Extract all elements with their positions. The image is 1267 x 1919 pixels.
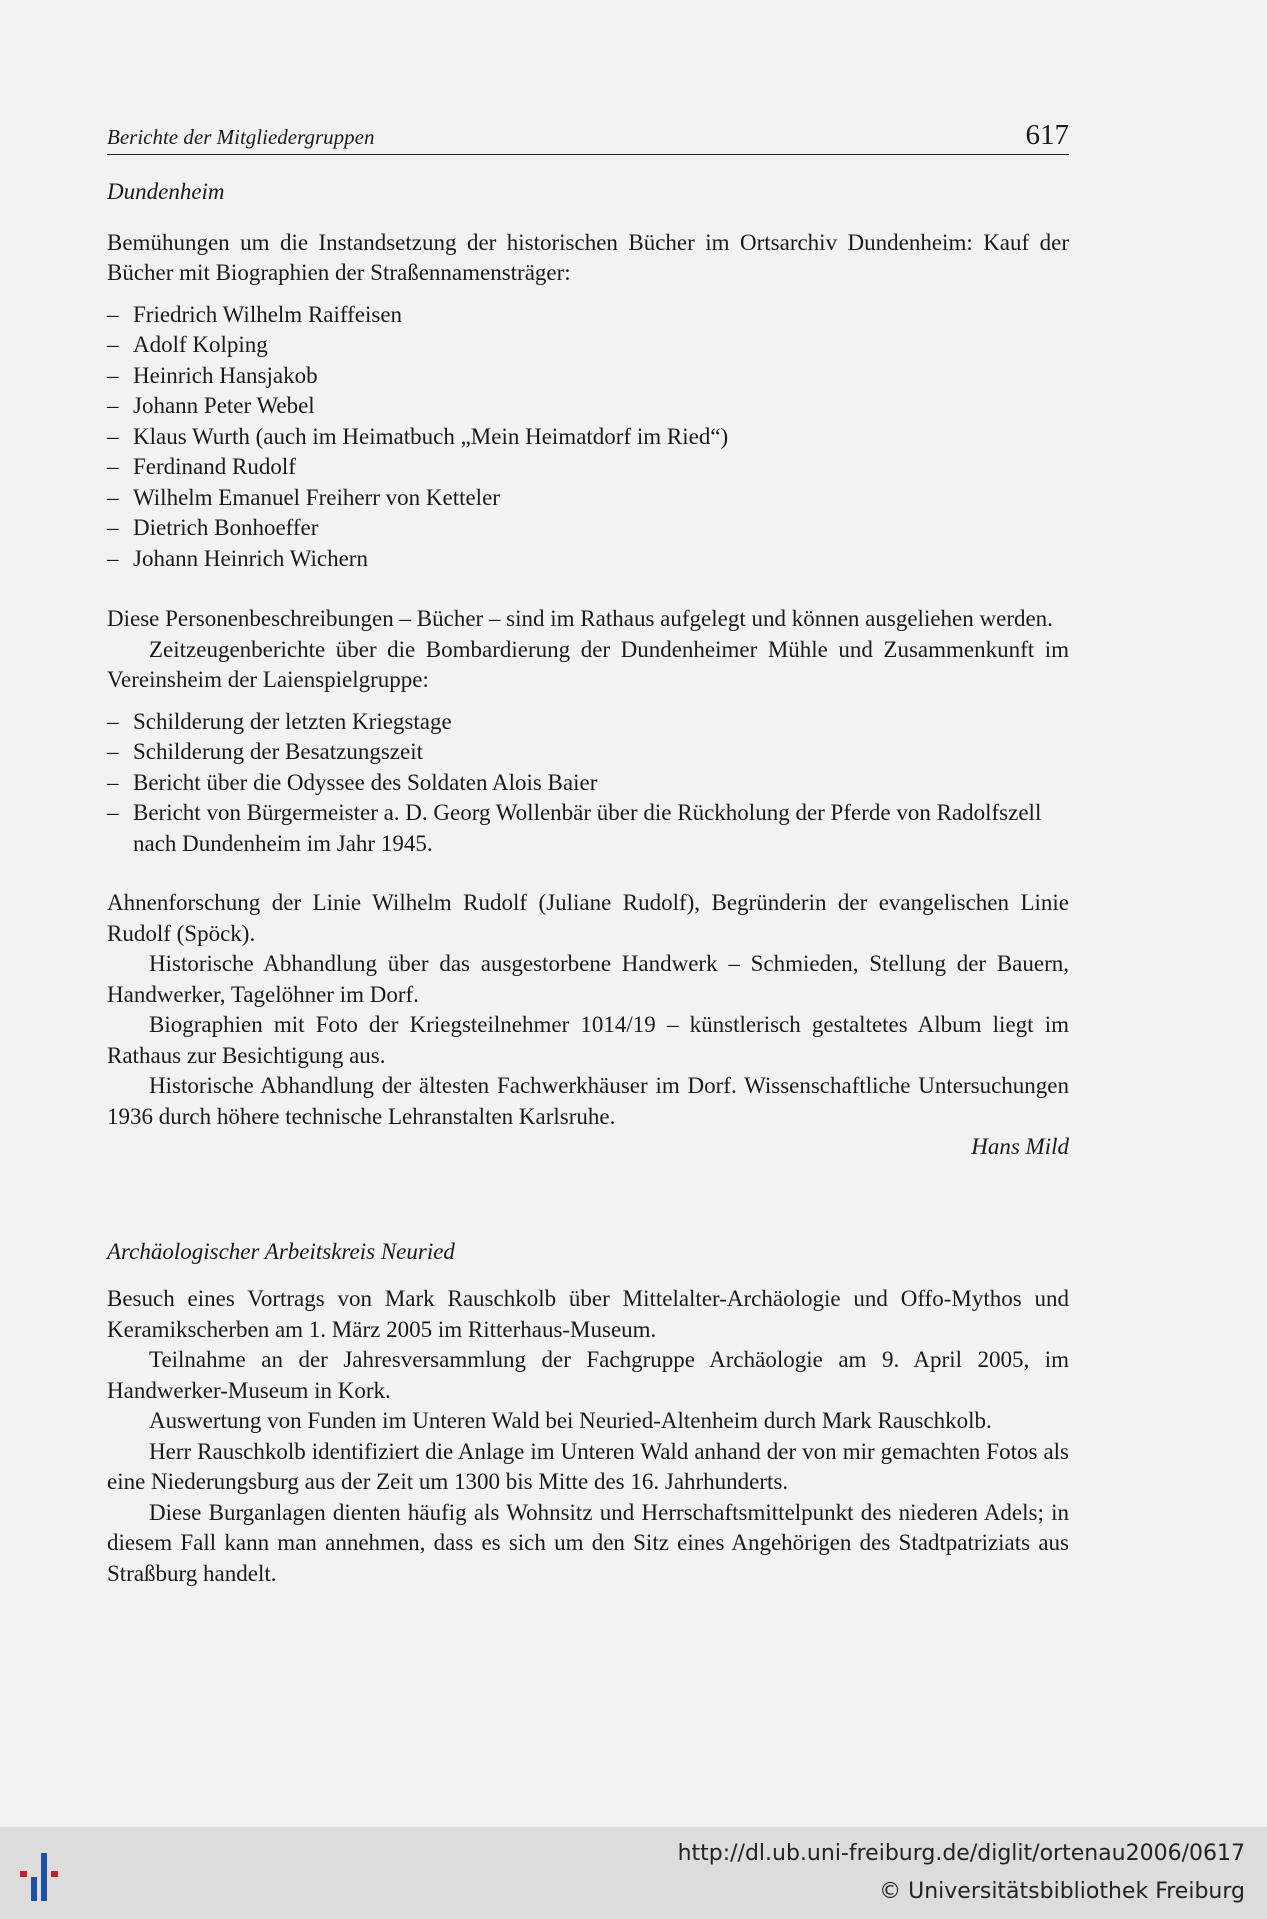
running-head-title: Berichte der Mitgliedergruppen — [107, 124, 375, 149]
paragraph: Auswertung von Funden im Unteren Wald bei Neuried-Altenheim durch Mark Rauschkolb. — [149, 1408, 992, 1433]
list-item: – Ferdinand Rudolf — [107, 452, 1069, 483]
running-head — [107, 110, 1069, 155]
list-item: – Johann Heinrich Wichern — [107, 544, 1069, 575]
paragraph: Diese Personenbeschreibungen – Bücher – sind im Rathaus aufgelegt und können ausgeliehen werden. — [107, 606, 1053, 631]
paragraph: Biographien mit Foto der Kriegsteilnehmer 1014/19 – künstlerisch gestaltetes Album liegt im Rathaus zur Besichtigung aus. — [107, 1012, 1069, 1068]
section-title-neuried: Archäologischer Arbeitskreis Neuried — [107, 1238, 455, 1264]
page-content — [107, 110, 1069, 1589]
section-title-dundenheim: Dundenheim — [107, 179, 225, 204]
copyright-notice: © Universitätsbibliothek Freiburg — [879, 1879, 1245, 1904]
list-item: – Bericht von Bürgermeister a. D. Georg Wollenbär über die Rückholung der Pferde von Radolfszell nach Dundenheim im Jahr 1945. — [107, 798, 1069, 859]
source-url-link[interactable]: http://dl.ub.uni-freiburg.de/diglit/ortenau2006/0617 — [677, 1841, 1245, 1866]
list-item: – Heinrich Hansjakob — [107, 361, 1069, 392]
list-item: – Johann Peter Webel — [107, 391, 1069, 422]
list-item: – Dietrich Bonhoeffer — [107, 513, 1069, 544]
paragraph: Herr Rauschkolb identifiziert die Anlage im Unteren Wald anhand der von mir gemachten Fotos als eine Niederungsburg aus der Zeit um 1300 bis Mitte des 16. Jahrhunderts. — [107, 1438, 1069, 1494]
reports-list — [107, 707, 1069, 860]
paragraph: Historische Abhandlung über das ausgestorbene Handwerk – Schmieden, Stellung der Bauern, Handwerker, Tagelöhner im Dorf. — [107, 951, 1069, 1007]
list-item: – Schilderung der Besatzungszeit — [107, 737, 1069, 768]
paragraph: Zeitzeugenberichte über die Bombardierung der Dundenheimer Mühle und Zusammenkunft im Vereinsheim der Laienspielgruppe: — [107, 636, 1069, 692]
paragraph: Ahnenforschung der Linie Wilhelm Rudolf (Juliane Rudolf), Begründerin der evangelischen Linie Rudolf (Spöck). — [107, 890, 1069, 946]
author-signature: Hans Mild — [971, 1134, 1069, 1159]
footer-bar — [0, 1827, 1267, 1919]
paragraph: Diese Burganlagen dienten häufig als Wohnsitz und Herrschaftsmittelpunkt des niederen Adels; in diesem Fall kann man annehmen, dass es sich um den Sitz eines Angehörigen des Stadtpatriziats aus Straßburg handelt. — [107, 1499, 1069, 1586]
ub-freiburg-logo-icon — [18, 1847, 78, 1907]
list-item: – Wilhelm Emanuel Freiherr von Ketteler — [107, 483, 1069, 514]
paragraph: Bemühungen um die Instandsetzung der historischen Bücher im Ortsarchiv Dundenheim: Kauf der Bücher mit Biographien der Straßennamensträger: — [107, 229, 1069, 285]
paragraph: Historische Abhandlung der ältesten Fachwerkhäuser im Dorf. Wissenschaftliche Untersuchungen 1936 durch höhere technische Lehranstalten Karlsruhe. — [107, 1073, 1069, 1129]
paragraph: Teilnahme an der Jahresversammlung der Fachgruppe Archäologie am 9. April 2005, im Handwerker-Museum in Kork. — [107, 1347, 1069, 1403]
page-number: 617 — [1025, 119, 1069, 151]
list-item: – Schilderung der letzten Kriegstage — [107, 707, 1069, 738]
street-names-list — [107, 300, 1069, 575]
list-item: – Adolf Kolping — [107, 330, 1069, 361]
list-item: – Klaus Wurth (auch im Heimatbuch „Mein Heimatdorf im Ried“) — [107, 422, 1069, 453]
list-item: – Bericht über die Odyssee des Soldaten Alois Baier — [107, 768, 1069, 799]
list-item: – Friedrich Wilhelm Raiffeisen — [107, 300, 1069, 331]
paragraph: Besuch eines Vortrags von Mark Rauschkolb über Mittelalter-Archäologie und Offo-Mythos und Keramikscherben am 1. März 2005 im Ritterhaus-Museum. — [107, 1286, 1069, 1342]
